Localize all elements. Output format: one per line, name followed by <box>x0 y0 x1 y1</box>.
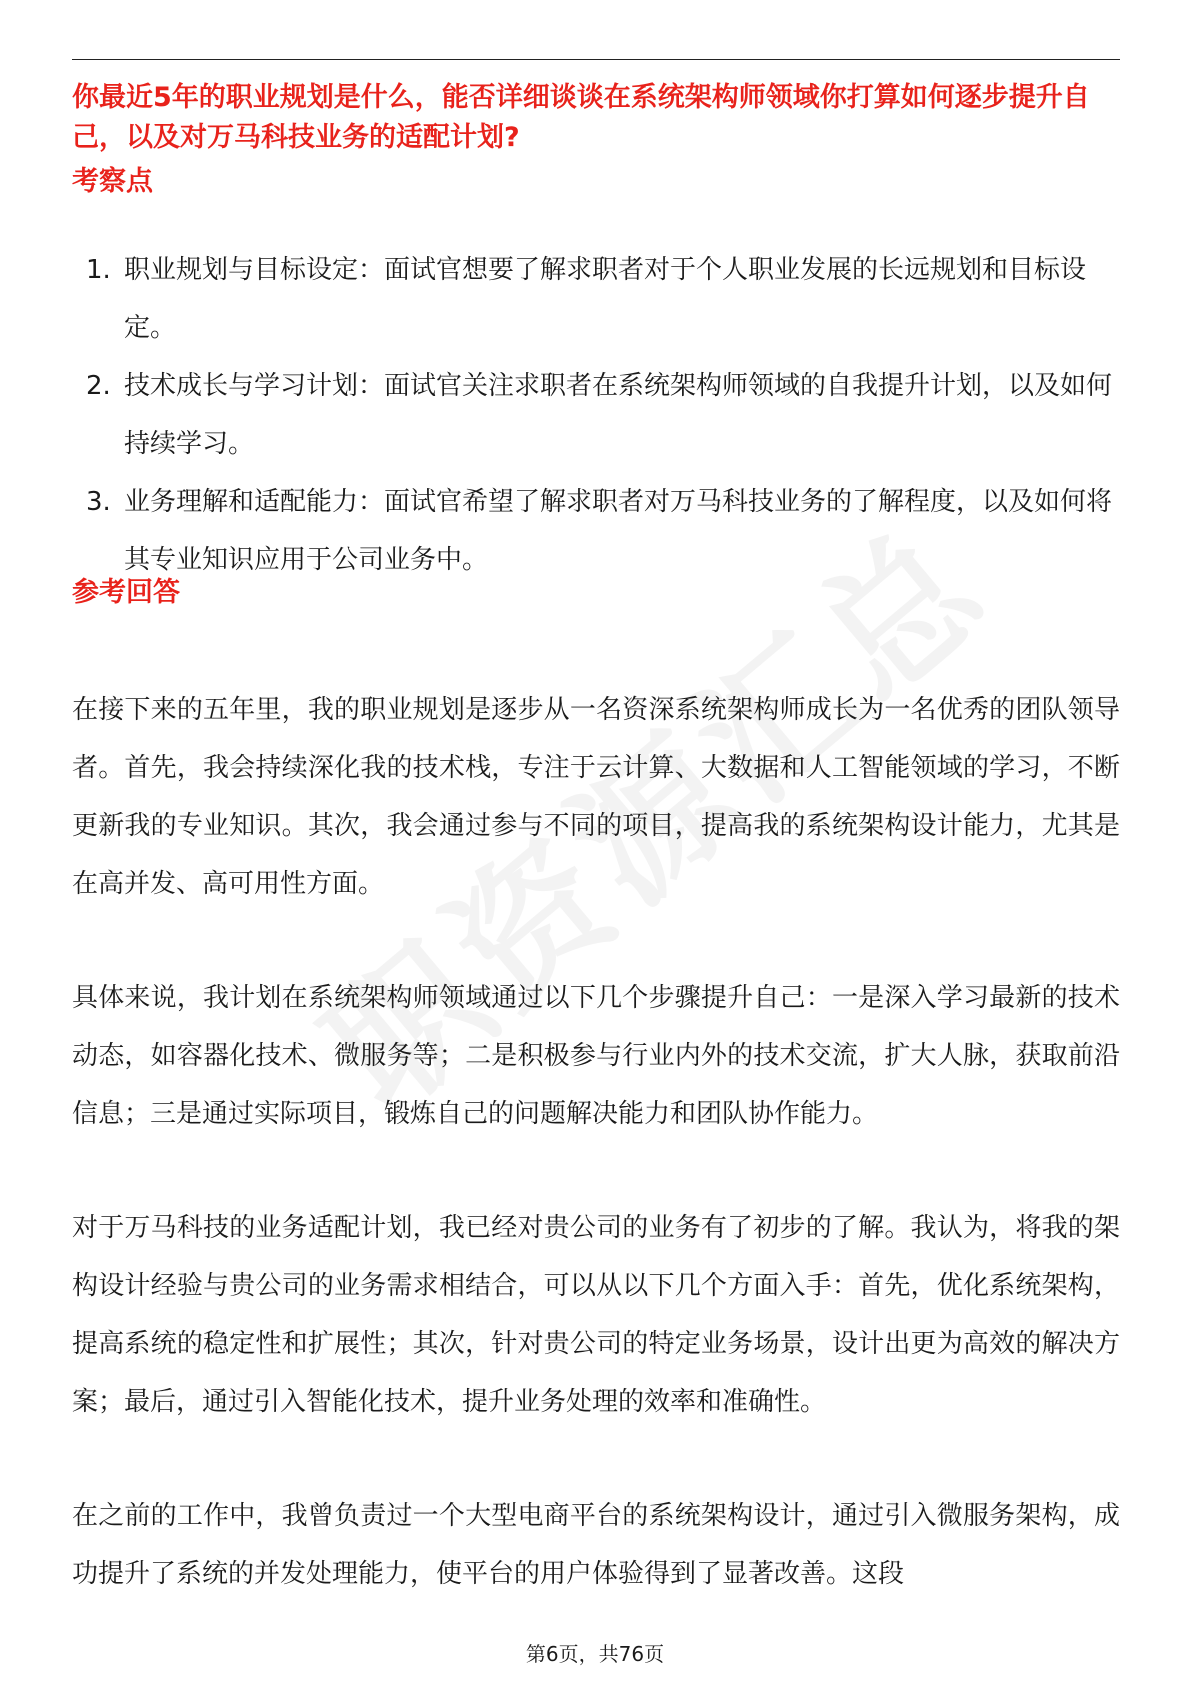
point-text: 职业规划与目标设定：面试官想要了解求职者对于个人职业发展的长远规划和目标设定。 <box>124 255 1087 343</box>
point-number: 1. <box>86 255 111 285</box>
answer-heading: 参考回答 <box>72 577 180 608</box>
answer-body <box>72 681 1120 1659</box>
answer-paragraph: 对于万马科技的业务适配计划，我已经对贵公司的业务有了初步的了解。我认为，将我的架构设计经验与贵公司的业务需求相结合，可以从以下几个方面入手：首先，优化系统架构，提高系统的稳定性和扩展性；其次，针对贵公司的特定业务场景，设计出更为高效的解决方案；最后，通过引入智能化技术，提升业务处理的效率和准确性。 <box>72 1213 1120 1417</box>
answer-paragraph: 具体来说，我计划在系统架构师领域通过以下几个步骤提升自己：一是深入学习最新的技术动态，如容器化技术、微服务等；二是积极参与行业内外的技术交流，扩大人脉，获取前沿信息；三是通过实际项目，锻炼自己的问题解决能力和团队协作能力。 <box>72 983 1120 1129</box>
answer-paragraph: 在接下来的五年里，我的职业规划是逐步从一名资深系统架构师成长为一名优秀的团队领导者。首先，我会持续深化我的技术栈，专注于云计算、大数据和人工智能领域的学习，不断更新我的专业知识。其次，我会通过参与不同的项目，提高我的系统架构设计能力，尤其是在高并发、高可用性方面。 <box>72 695 1120 899</box>
points-list <box>72 241 1120 589</box>
point-item <box>72 473 1120 589</box>
point-item <box>72 357 1120 473</box>
page-number: 第6页，共76页 <box>525 1642 665 1666</box>
answer-paragraph: 在之前的工作中，我曾负责过一个大型电商平台的系统架构设计，通过引入微服务架构，成功提升了系统的并发处理能力，使平台的用户体验得到了显著改善。这段 <box>72 1501 1120 1589</box>
header-rule <box>72 59 1120 60</box>
point-text: 技术成长与学习计划：面试官关注求职者在系统架构师领域的自我提升计划，以及如何持续学习。 <box>124 371 1113 459</box>
points-heading: 考察点 <box>72 166 153 197</box>
interview-question: 你最近5年的职业规划是什么，能否详细谈谈在系统架构师领域你打算如何逐步提升自己，以及对万马科技业务的适配计划? <box>72 82 1090 153</box>
point-number: 3. <box>86 487 111 517</box>
point-text: 业务理解和适配能力：面试官希望了解求职者对万马科技业务的了解程度，以及如何将其专业知识应用于公司业务中。 <box>124 487 1113 575</box>
point-number: 2. <box>86 371 111 401</box>
point-item <box>72 241 1120 357</box>
